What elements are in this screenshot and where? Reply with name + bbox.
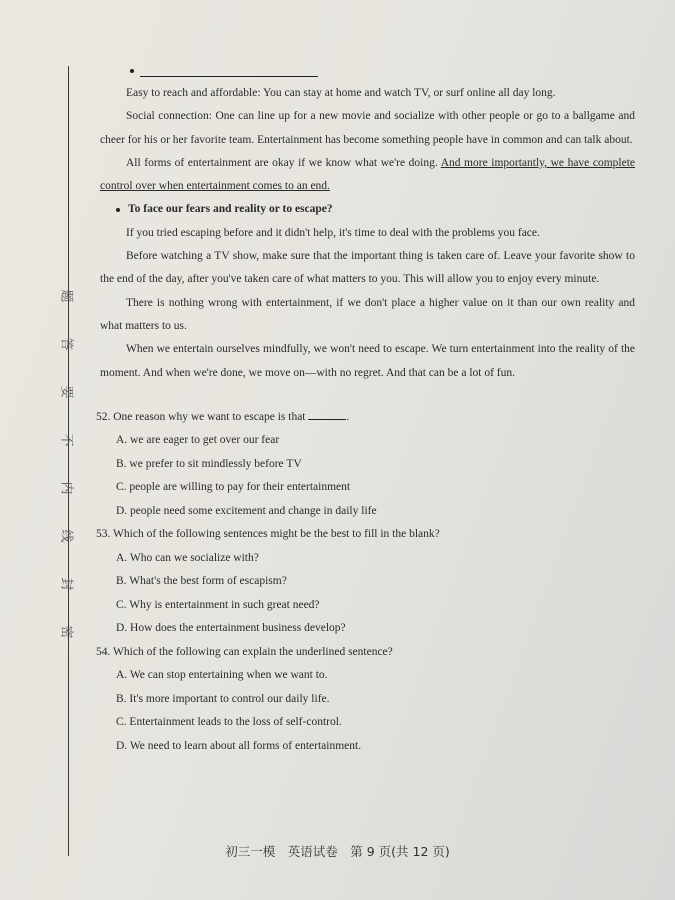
paragraph: When we entertain ourselves mindfully, we won't need to escape. We turn entertainment into the reality of the moment. And when we're done, we move on—with no regret. And that can be a lot of fun. [100, 343, 635, 379]
seal-char: 密 [58, 625, 74, 639]
binding-margin-line [68, 66, 69, 856]
underlined-sentence: And more importantly, we have complete control over when entertainment comes to an end. [100, 156, 635, 193]
heading-text: To face our fears and reality or to escape? [128, 203, 333, 216]
seal-char: 答 [58, 337, 74, 351]
section-heading [116, 198, 635, 221]
question-stem: 52. One reason why we want to escape is that [96, 410, 306, 423]
paragraph: Easy to reach and affordable: You can stay at home and watch TV, or surf online all day long. [126, 87, 556, 99]
answer-blank [308, 409, 346, 420]
seal-char: 封 [58, 577, 74, 591]
seal-char: 题 [58, 289, 74, 303]
seal-char: 线 [58, 529, 74, 543]
seal-char: 不 [58, 433, 74, 447]
question-54 [96, 641, 635, 665]
question-stem: 54. Which of the following can explain the underlined sentence? [96, 645, 393, 658]
paragraph [100, 152, 635, 199]
bullet-icon [130, 69, 134, 73]
option: D. We need to learn about all forms of entertainment. [116, 739, 362, 752]
option: D. people need some excitement and change in daily life [116, 504, 377, 517]
seal-char: 内 [58, 481, 74, 495]
seal-line-text [36, 272, 74, 656]
option: B. we prefer to sit mindlessly before TV [116, 457, 302, 470]
option: A. we are eager to get over our fear [116, 434, 280, 447]
blank-bullet [130, 60, 635, 82]
question-53 [96, 523, 635, 547]
question-stem-end: . [346, 410, 350, 423]
option: D. How does the entertainment business develop? [116, 622, 346, 635]
option: B. It's more important to control our daily life. [116, 692, 330, 705]
paragraph: If you tried escaping before and it didn't help, it's time to deal with the problems you face. [126, 226, 540, 239]
option: A. Who can we socialize with? [116, 551, 259, 564]
option: A. We can stop entertaining when we want to. [116, 669, 328, 682]
question-stem: 53. Which of the following sentences might be the best to fill in the blank? [96, 528, 440, 541]
option: C. Entertainment leads to the loss of self-control. [116, 716, 342, 729]
paragraph: Social connection: One can line up for a new movie and socialize with other people or go to a ballgame and cheer for his or her favorite team. Entertainment has become something people have in common and can talk about. [100, 110, 635, 146]
passage-content [96, 60, 635, 758]
option: C. Why is entertainment in such great need? [116, 598, 320, 611]
seal-char: 要 [58, 385, 74, 399]
option: B. What's the best form of escapism? [116, 575, 287, 588]
bullet-icon [116, 208, 120, 212]
paragraph-text: All forms of entertainment are okay if we know what we're doing. [126, 156, 441, 169]
question-52 [96, 406, 635, 430]
fill-in-blank [140, 66, 318, 77]
paragraph: There is nothing wrong with entertainment, if we don't place a higher value on it than our own reality and what matters to us. [100, 296, 635, 332]
page-footer: 初三一模 英语试卷 第 9 页(共 12 页) [225, 844, 450, 859]
paragraph: Before watching a TV show, make sure that the important thing is taken care of. Leave your favorite show to the end of the day, after you've taken care of what matters to you. This will allow you to enjoy every minute. [100, 250, 635, 286]
option: C. people are willing to pay for their entertainment [116, 481, 351, 494]
question-list [96, 406, 635, 759]
